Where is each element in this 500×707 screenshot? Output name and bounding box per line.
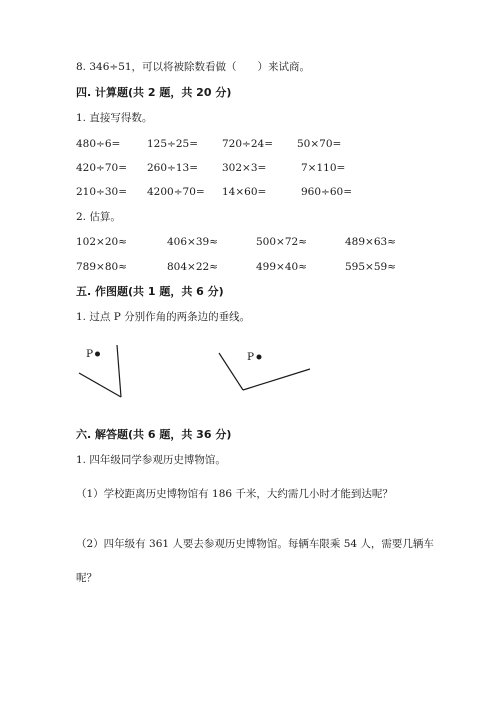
estimate-cell: 489×63≈ [345,236,396,248]
angle-figure-2 [219,353,310,390]
estimate-cell: 500×72≈ [256,236,307,248]
section-6-problem-1-title: 1. 四年级同学参观历史博物馆。 [76,454,226,466]
calc-cell: 14×60= [222,186,267,198]
calc-cell: 960÷60= [301,186,352,198]
estimate-cell: 102×20≈ [76,236,127,248]
estimate-cell: 789×80≈ [76,261,127,273]
calc-cell: 420÷70= [76,162,127,174]
section-4-problem-1-title: 1. 直接写得数。 [76,112,153,124]
calc-cell: 4200÷70= [147,186,205,198]
section-6-title: 六. 解答题(共 6 题，共 36 分) [76,428,232,441]
section-5-title: 五. 作图题(共 1 题，共 6 分) [76,285,224,298]
calc-cell: 7×110= [301,162,346,174]
question-8: 8. 346÷51，可以将被除数看做（ ）来试商。 [76,61,311,73]
estimate-cell: 595×59≈ [345,261,396,273]
estimate-cell: 804×22≈ [167,261,218,273]
calc-cell: 210÷30= [76,186,127,198]
calc-cell: 302×3= [222,162,267,174]
subquestion-2-line-1: （2）四年级有 361 人要去参观历史博物馆。每辆车限乘 54 人，需要几辆车 [76,538,434,550]
section-4-problem-2-title: 2. 估算。 [76,211,121,223]
estimate-cell: 499×40≈ [256,261,307,273]
point-p-label-1: P [86,348,94,360]
subquestion-1: （1）学校距离历史博物馆有 186 千米，大约需几小时才能到达呢？ [76,488,393,500]
point-p-label-2: P [247,351,255,363]
calc-cell: 125÷25= [147,138,198,150]
point-p-1 [95,352,100,357]
estimate-cell: 406×39≈ [167,236,218,248]
subquestion-2-line-2: 呢？ [76,572,97,584]
calc-cell: 480÷6= [76,138,121,150]
calc-cell: 720÷24= [222,138,273,150]
section-4-title: 四. 计算题(共 2 题，共 20 分) [76,86,232,99]
point-p-2 [257,355,262,360]
calc-cell: 260÷13= [147,162,198,174]
calc-cell: 50×70= [297,138,342,150]
section-5-problem-1-title: 1. 过点 P 分别作角的两条边的垂线。 [76,311,251,323]
